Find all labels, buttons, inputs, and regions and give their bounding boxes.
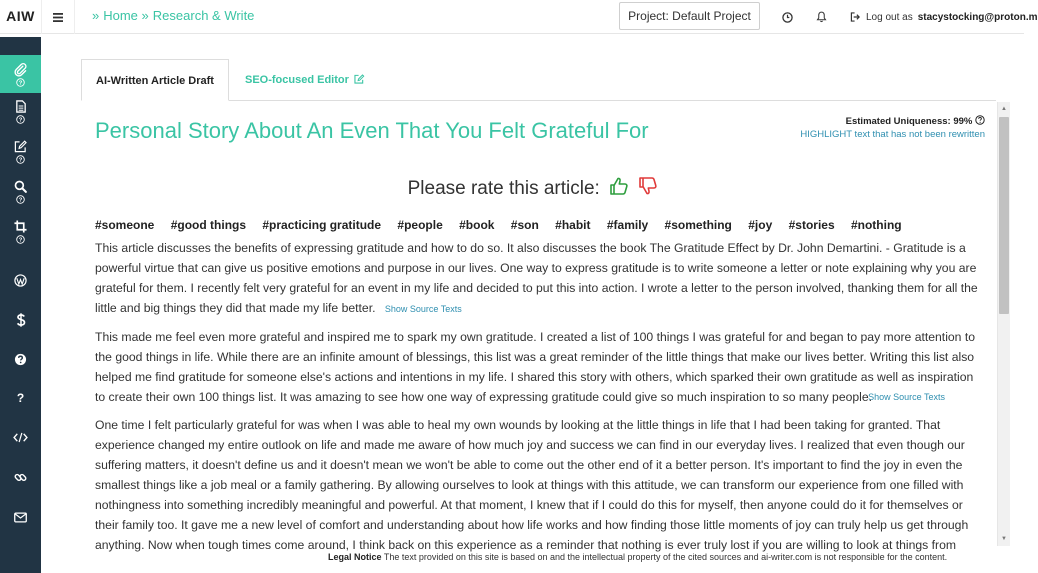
show-source-texts-link[interactable]: Show Source Texts xyxy=(868,392,945,402)
tag[interactable]: #son xyxy=(510,218,539,232)
document-icon xyxy=(15,100,27,113)
help-icon[interactable] xyxy=(16,195,25,204)
scrollbar-thumb[interactable] xyxy=(999,117,1009,314)
sidebar-item-integrations[interactable] xyxy=(0,471,41,491)
breadcrumb xyxy=(92,0,254,34)
search-icon xyxy=(14,180,27,193)
article-title: Personal Story About An Even That You Felt Grateful For xyxy=(95,118,649,143)
breadcrumb-separator: » xyxy=(92,8,100,23)
article-body[interactable] xyxy=(95,238,979,563)
notifications-button[interactable] xyxy=(804,0,838,34)
sidebar-item-research[interactable] xyxy=(0,55,41,93)
top-bar xyxy=(0,0,1038,34)
edit-icon xyxy=(14,140,27,153)
edit-icon xyxy=(354,74,365,84)
help-icon[interactable] xyxy=(16,155,25,164)
bell-icon xyxy=(816,11,827,23)
svg-text:?: ? xyxy=(18,237,23,244)
tag-list xyxy=(95,218,915,232)
sidebar-item-crop[interactable] xyxy=(0,220,41,256)
svg-text:?: ? xyxy=(18,157,23,164)
tag[interactable]: #stories xyxy=(788,218,835,232)
tag[interactable]: #something xyxy=(664,218,732,232)
help-icon[interactable] xyxy=(16,115,25,124)
paragraph-text: This article discusses the benefits of expressing gratitude and how to do so. It also discusses the book The Gratitude Effect by Dr. John Demartini. - Gratitude is a powerful virtue that can give us positive emotions and purpose in our lives. One way to express gratitude is to write someone a letter or note explaining why you are grateful for them. I recently felt very grateful for an event in my life and decided to put this into action. I wrote a letter to the person involved, thanking them for all the little and big things they did that made my life better. xyxy=(95,241,978,315)
user-email: stacystocking@proton.m xyxy=(917,11,1038,23)
wordpress-icon xyxy=(14,274,27,287)
rate-prompt: Please rate this article: xyxy=(407,178,600,199)
sidebar xyxy=(0,37,41,573)
legal-notice xyxy=(328,552,947,562)
history-button[interactable] xyxy=(770,0,804,34)
breadcrumb-separator: » xyxy=(141,8,149,23)
sidebar-item-billing[interactable] xyxy=(0,313,41,333)
sidebar-item-help[interactable] xyxy=(0,353,41,373)
sidebar-item-documents[interactable] xyxy=(0,100,41,136)
thumbs-down-icon[interactable] xyxy=(638,176,658,196)
link-icon xyxy=(14,471,27,484)
app-logo[interactable]: AIW xyxy=(6,8,35,24)
breadcrumb-home[interactable]: Home xyxy=(103,8,138,23)
paragraph-text: One time I felt particularly grateful for was when I was able to heal my own wounds by looking at the little things in life that I had been taking for granted. That experience changed my entire outlook on life and made me aware of how much joy and success we can find in our everyday lives. I realized that even though our suffering matters, it doesn't define us and it doesn't mean we won't be able to come out the other end of it a better person. It's important to find the joy in even the smallest things like a job meal or a family gathering. By allowing ourselves to look at things with this attitude, we can transform our experience from one filled with nothingness into something incredibly meaningful and powerful. At that moment, I knew that if I could do this for myself, then anyone could do it for themselves or their family too. It gave me a new level of comfort and understanding about how life works and how finding those little moments of joy can truly help us get through anything. Now when tough times come around, I think back on this experience as a reminder that nothing is ever truly lost if you are willing to look at things from xyxy=(95,418,969,552)
article-paragraph xyxy=(95,327,979,407)
tag[interactable]: #nothing xyxy=(850,218,902,232)
sidebar-item-wordpress[interactable] xyxy=(0,274,41,294)
tag[interactable]: #joy xyxy=(748,218,773,232)
legal-notice-label: Legal Notice xyxy=(328,552,382,562)
sidebar-item-search[interactable] xyxy=(0,180,41,216)
editor-tabs xyxy=(81,59,996,101)
svg-text:?: ? xyxy=(18,117,23,124)
tag[interactable]: #family xyxy=(606,218,649,232)
menu-toggle-button[interactable] xyxy=(41,0,75,34)
breadcrumb-current[interactable]: Research & Write xyxy=(152,8,255,23)
project-selector-button[interactable]: Project: Default Project xyxy=(619,2,760,30)
tag[interactable]: #people xyxy=(397,218,443,232)
sidebar-item-editor[interactable] xyxy=(0,140,41,176)
sidebar-item-faq[interactable] xyxy=(0,391,41,411)
tab-seo-editor[interactable] xyxy=(231,59,379,101)
tag[interactable]: #someone xyxy=(95,218,155,232)
legal-notice-text: The text provided on this site is based on and the intellectual property of the cited sources and ai-writer.com is not responsible for the content. xyxy=(383,552,948,562)
crop-icon xyxy=(14,220,27,233)
logout-link[interactable] xyxy=(850,0,1038,34)
paragraph-text: This made me feel even more grateful and inspired me to spark my own gratitude. I created a list of 100 things I was grateful for and began to pay more attention to the good things in life. While there are an infinite amount of blessings, this list was a great reminder of the little things that make our lives better. Writing this list also helped me find gratitude for someone else's actions and intentions in my life. I shared this story with others, which sparked their own gratitude as well as inspiration to create their own 100 things list. It was amazing to see how one way of expressing gratitude could give so much inspiration to so many people. xyxy=(95,330,976,404)
question-mark-icon: ? xyxy=(16,391,25,405)
help-circle-icon xyxy=(14,353,27,366)
highlight-toggle[interactable]: HIGHLIGHT text that has not been rewritten xyxy=(800,129,985,140)
paperclip-icon xyxy=(14,63,27,76)
code-icon xyxy=(13,432,28,443)
scroll-down-arrow[interactable]: ▼ xyxy=(1001,536,1007,542)
dollar-icon xyxy=(16,313,26,327)
sidebar-item-contact[interactable] xyxy=(0,512,41,532)
tag[interactable]: #practicing gratitude xyxy=(262,218,382,232)
article-paragraph xyxy=(95,415,979,555)
scroll-up-arrow[interactable]: ▲ xyxy=(1001,106,1007,112)
sign-out-icon xyxy=(850,12,861,22)
tag[interactable]: #book xyxy=(459,218,495,232)
logout-prefix: Log out as xyxy=(866,11,913,23)
help-icon[interactable] xyxy=(16,235,25,244)
uniqueness-score xyxy=(800,115,985,128)
help-icon[interactable] xyxy=(975,115,985,125)
mail-icon xyxy=(14,512,27,523)
hamburger-icon xyxy=(53,13,63,22)
tag[interactable]: #good things xyxy=(170,218,247,232)
help-icon[interactable] xyxy=(16,78,25,87)
article-panel xyxy=(81,102,995,552)
tag[interactable]: #habit xyxy=(555,218,591,232)
svg-text:?: ? xyxy=(18,197,23,204)
show-source-texts-link[interactable]: Show Source Texts xyxy=(384,304,462,314)
uniqueness-box xyxy=(800,115,985,141)
clock-icon xyxy=(782,12,793,23)
tab-ai-written-draft[interactable]: AI-Written Article Draft xyxy=(81,59,229,101)
thumbs-up-icon[interactable] xyxy=(609,176,629,196)
uniqueness-label: Estimated Uniqueness: 99% xyxy=(845,116,973,127)
rating-row xyxy=(81,176,985,200)
sidebar-item-api[interactable] xyxy=(0,432,41,452)
svg-text:?: ? xyxy=(18,80,23,87)
tab-label: SEO-focused Editor xyxy=(245,74,349,86)
article-paragraph xyxy=(95,238,979,319)
